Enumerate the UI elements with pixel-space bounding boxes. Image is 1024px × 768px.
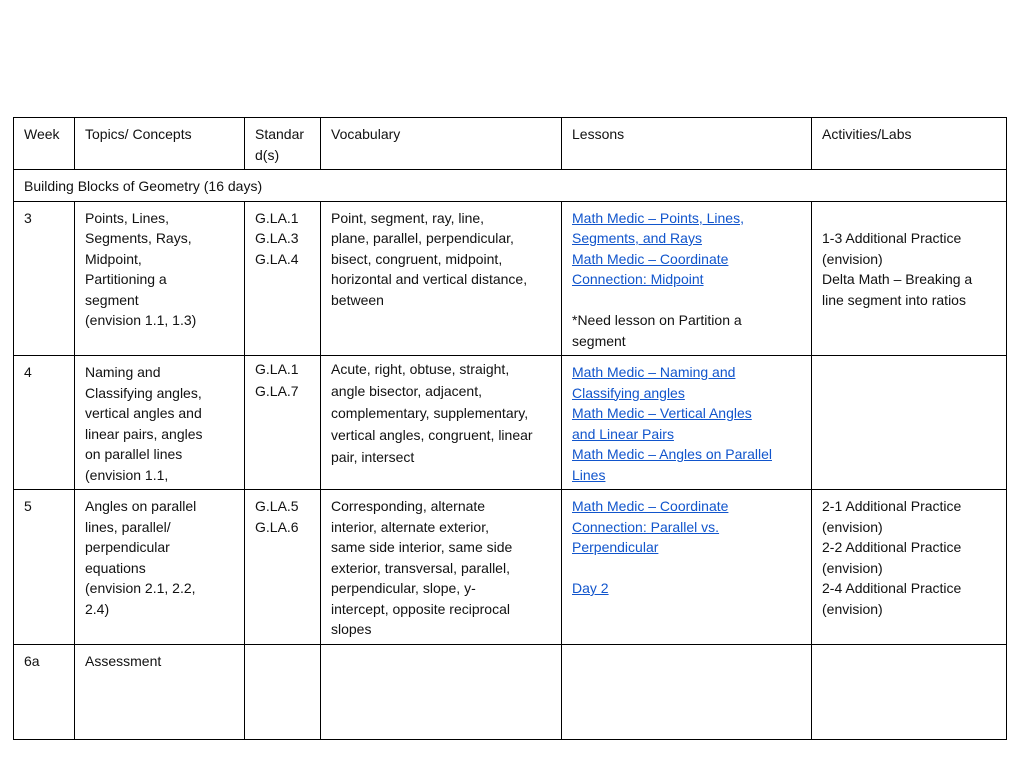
standard-code: G.LA.7 [255, 383, 299, 399]
week-cell: 3 [14, 201, 75, 356]
standard-code: G.LA.4 [255, 250, 299, 267]
activity-line: 2-4 Additional Practice [822, 580, 962, 596]
header-week: Week [14, 118, 75, 170]
vocabulary-cell [321, 356, 562, 490]
vocab-line: interior, alternate exterior, [331, 518, 489, 535]
topic-line: (envision 2.1, 2.2, [85, 580, 196, 596]
vocab-line: same side interior, same side [331, 539, 513, 555]
section-title: Building Blocks of Geometry (16 days) [14, 170, 1007, 202]
vocab-line: angle bisector, adjacent, [331, 383, 482, 399]
topic-line: linear pairs, angles [85, 425, 203, 442]
spacer [572, 290, 801, 311]
lesson-link-line[interactable]: Segments, and Rays [572, 230, 702, 246]
lesson-link-parallel-lines[interactable] [572, 444, 801, 485]
vocab-line: horizontal and vertical distance, [331, 271, 528, 287]
lesson-link-line[interactable]: Math Medic – Points, Lines, [572, 209, 744, 226]
lesson-link-line[interactable]: Classifying angles [572, 384, 685, 401]
activity-line: 1-3 Additional Practice [822, 230, 962, 246]
section-row [14, 170, 1007, 202]
header-topics: Topics/ Concepts [75, 118, 245, 170]
lessons-cell [562, 490, 812, 645]
topic-line: (envision 1.1, [85, 466, 169, 483]
standard-code: G.LA.5 [255, 498, 299, 514]
topics-cell [75, 356, 245, 490]
week-cell: 6a [14, 644, 75, 739]
topic-line: segment [85, 291, 139, 308]
vocab-line: slopes [331, 621, 372, 637]
topic-line: Assessment [85, 652, 162, 669]
lesson-link-line[interactable]: Math Medic – Vertical Angles [572, 405, 752, 421]
standard-code: G.LA.3 [255, 230, 299, 246]
standards-cell [245, 490, 321, 645]
vocab-line: pair, intersect [331, 449, 415, 465]
vocab-line: complementary, supplementary, [331, 405, 529, 421]
header-vocabulary: Vocabulary [321, 118, 562, 170]
topic-line: lines, parallel/ [85, 518, 171, 535]
lesson-link-points-lines[interactable] [572, 208, 801, 249]
topic-line: Naming and [85, 364, 161, 380]
lesson-link-line[interactable]: Perpendicular [572, 539, 659, 555]
vocab-line: Corresponding, alternate [331, 498, 486, 514]
topic-line: vertical angles and [85, 405, 202, 421]
activity-line: (envision) [822, 250, 883, 267]
topics-cell [75, 644, 245, 739]
lesson-link-line[interactable]: Math Medic – Coordinate [572, 498, 729, 514]
activity-line: line segment into ratios [822, 291, 966, 308]
activity-line: Delta Math – Breaking a [822, 271, 973, 287]
lesson-link-line[interactable]: Math Medic – Naming and [572, 364, 736, 380]
table-row [14, 644, 1007, 739]
lesson-link-line[interactable]: Connection: Midpoint [572, 271, 704, 287]
lesson-link-line[interactable]: Lines [572, 466, 606, 483]
vocabulary-cell [321, 644, 562, 739]
activities-cell [812, 490, 1007, 645]
vocab-line: Point, segment, ray, line, [331, 209, 485, 226]
lesson-link-line[interactable]: Day 2 [572, 580, 609, 596]
spacer [572, 558, 801, 579]
week-cell: 4 [14, 356, 75, 490]
activity-line: (envision) [822, 559, 883, 576]
lesson-link-line[interactable]: Math Medic – Angles on Parallel [572, 446, 772, 462]
activity-line: 2-1 Additional Practice [822, 498, 962, 514]
lesson-note: *Need lesson on Partition a [572, 312, 742, 328]
standards-cell [245, 201, 321, 356]
standards-cell [245, 356, 321, 490]
table-row [14, 356, 1007, 490]
lessons-cell [562, 644, 812, 739]
week-cell: 5 [14, 490, 75, 645]
vocab-line: bisect, congruent, midpoint, [331, 250, 503, 267]
table-row [14, 490, 1007, 645]
lesson-note: segment [572, 332, 626, 349]
header-activities: Activities/Labs [812, 118, 1007, 170]
lesson-link-day-2[interactable] [572, 578, 801, 599]
lesson-link-line[interactable]: Math Medic – Coordinate [572, 250, 729, 267]
standards-group [255, 358, 310, 402]
topic-line: Midpoint, [85, 250, 142, 267]
topic-line: (envision 1.1, 1.3) [85, 312, 197, 328]
topic-line: Segments, Rays, [85, 230, 192, 246]
header-row [14, 118, 1007, 170]
vocab-line: plane, parallel, perpendicular, [331, 230, 514, 246]
standard-code: G.LA.6 [255, 518, 299, 535]
topic-line: perpendicular [85, 539, 170, 555]
activity-line: (envision) [822, 518, 883, 535]
lessons-cell [562, 356, 812, 490]
curriculum-table [13, 117, 1007, 740]
topic-line: Partitioning a [85, 271, 167, 287]
activities-cell [812, 644, 1007, 739]
standard-code: G.LA.1 [255, 361, 299, 377]
lesson-link-naming-angles[interactable] [572, 362, 801, 403]
vocab-line: intercept, opposite reciprocal [331, 600, 510, 617]
table-row [14, 201, 1007, 356]
header-lessons: Lessons [562, 118, 812, 170]
activity-line: (envision) [822, 600, 883, 617]
vocab-line: vertical angles, congruent, linear [331, 427, 533, 443]
activity-line: 2-2 Additional Practice [822, 539, 962, 555]
vocabulary-cell [321, 201, 562, 356]
topic-line: Angles on parallel [85, 498, 197, 514]
activities-cell [812, 201, 1007, 356]
lesson-link-vertical-angles[interactable] [572, 403, 801, 444]
standards-cell [245, 644, 321, 739]
vocabulary-cell [321, 490, 562, 645]
vocab-line: Acute, right, obtuse, straight, [331, 361, 510, 377]
lesson-link-line[interactable]: and Linear Pairs [572, 425, 674, 442]
topic-line: equations [85, 559, 146, 576]
topic-line: Classifying angles, [85, 384, 202, 401]
topics-cell [75, 490, 245, 645]
lesson-link-line[interactable]: Connection: Parallel vs. [572, 518, 720, 535]
vocab-line: between [331, 291, 384, 308]
activities-cell [812, 356, 1007, 490]
vocab-group [331, 358, 551, 468]
lesson-link-parallel-perpendicular[interactable] [572, 496, 801, 558]
topic-line: on parallel lines [85, 446, 183, 462]
topic-line: Points, Lines, [85, 209, 170, 226]
lessons-cell [562, 201, 812, 356]
vocab-line: perpendicular, slope, y- [331, 580, 476, 596]
vocab-line: exterior, transversal, parallel, [331, 559, 510, 576]
lesson-link-midpoint[interactable] [572, 249, 801, 290]
standard-code: G.LA.1 [255, 209, 299, 226]
header-standards: Standar d(s) [245, 118, 321, 170]
activities-group [822, 208, 996, 311]
topic-line: 2.4) [85, 600, 110, 617]
topics-cell [75, 201, 245, 356]
